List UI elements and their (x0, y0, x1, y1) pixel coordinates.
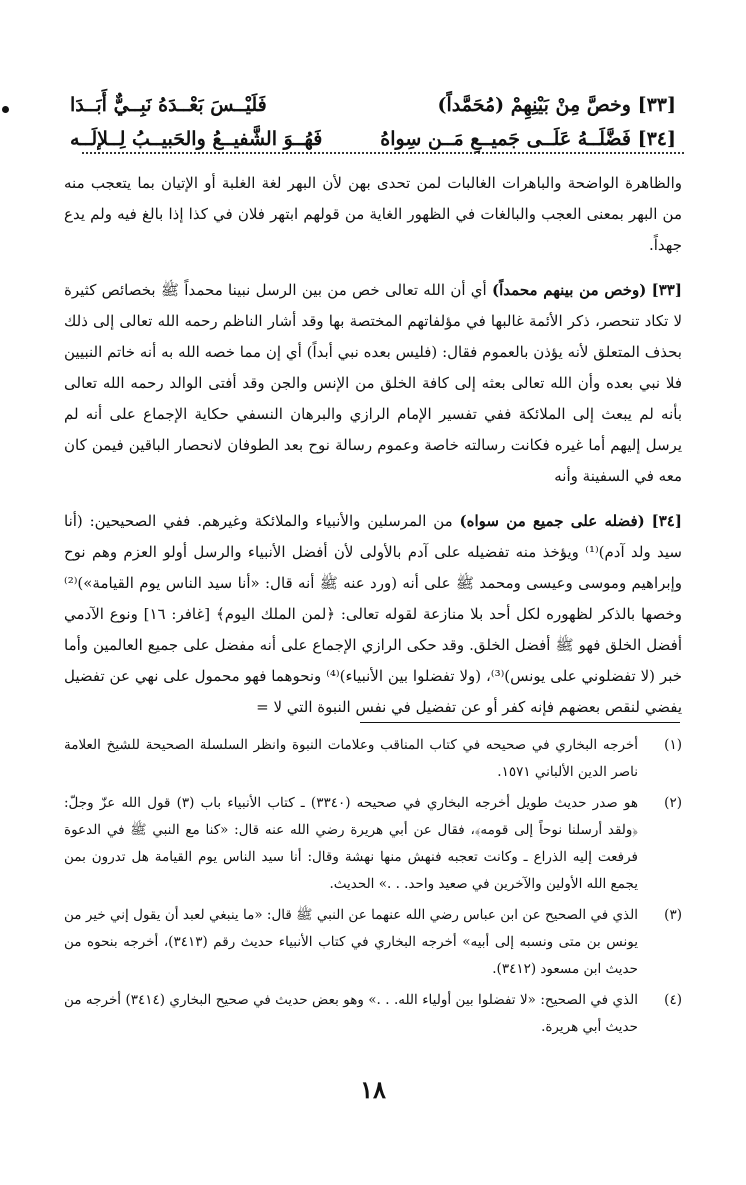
paragraph-text: من المرسلين والأنبياء والملائكة وغيرهم. ففي الصحيحين: (أنا سيد ولد آدم)⁽¹⁾ ويؤخذ منه تفضيله على آدم بالأولى لأن أفضل الأنبياء والرسل أولو العزم وهم نوح وإبراهيم وموسى وعيسى ومحمد ﷺ على أنه (ورد عنه ﷺ أنه قال: «أنا سيد الناس يوم القيامة»)⁽²⁾ وخصها بالذكر لظهوره لكل أحد بلا منازعة لقوله تعالى: ﴿لمن الملك اليوم﴾ [غافر: ١٦] ونوع الآدمي أفضل الخلق فهو ﷺ أفضل الخلق. وقد حكى الرازي الإجماع على أنه مفضل على جميع العالمين وأما خبر (لا تفضلوني على يونس)⁽³⁾، (ولا تفضلوا بين الأنبياء)⁽⁴⁾ ونحوهما فهو محمول على نهي عن تفضيل يفضي لنقص بعضهم فإنه كفر أو عن تفضيل في نفس النبوة التي لا = (64, 512, 683, 716)
verse-34-first-hemistich: [٣٤] فَضَّلَــهُ عَلَــى جَميــعِ مَــن سِواهُ (380, 128, 676, 150)
verse-33-first-hemistich: [٣٣] وخصَّ مِنْ بَيْنِهِمْ (مُحَمَّداً) (437, 94, 676, 116)
page-number: ١٨ (360, 1075, 386, 1104)
poem-verses (70, 88, 676, 156)
footnote-number: (٢) (664, 795, 682, 811)
margin-bullet (2, 106, 9, 113)
footnote-number: (١) (664, 737, 682, 753)
footnote-number: (٤) (664, 992, 682, 1008)
footnote-text: الذي في الصحيح عن ابن عباس رضي الله عنهما عن النبي ﷺ قال: «ما ينبغي لعبد أن يقول إني خير من يونس بن متى ونسبه إلى أبيه» أخرجه البخاري في كتاب الأنبياء حديث رقم (٣٤١٣)، أخرجه بنحوه من حديث ابن مسعود (٣٤١٢). (64, 907, 638, 977)
footnote-rule (360, 722, 680, 723)
footnote-text: الذي في الصحيح: «لا تفضلوا بين أولياء الله. . .» وهو بعض حديث في صحيح البخاري (٣٤١٤) أخرجه من حديث أبي هريرة. (64, 992, 638, 1035)
paragraph-verse-33 (64, 275, 682, 492)
verse-33 (70, 88, 676, 122)
footnote-3 (64, 902, 682, 983)
footnote-number: (٣) (664, 907, 682, 923)
dotted-separator (82, 152, 684, 154)
verse-quote: (وخص من بينهم محمداً) (492, 281, 647, 299)
verse-number: [٣٤] (651, 512, 682, 530)
verse-33-second-hemistich: فَلَيْــسَ بَعْــدَهُ نَبِــيٌّ أَبَــدَا (70, 94, 267, 116)
footnote-4 (64, 987, 682, 1041)
paragraph-verse-34 (64, 506, 682, 723)
footnote-2 (64, 790, 682, 898)
verse-34 (70, 122, 676, 156)
verse-number: [٣٣] (651, 281, 682, 299)
verse-quote: (فضله على جميع من سواه) (459, 512, 645, 530)
paragraph-text: أي أن الله تعالى خص من بين الرسل نبينا محمداً ﷺ بخصائص كثيرة لا تكاد تنحصر، ذكر الأئمة غالبها في مؤلفاتهم المختصة بها وقد أشار الناظم رحمه الله تعالى إلى ذلك بحذف المتعلق لأنه يؤذن بالعموم فقال: (فليس بعده نبي أبداً) أي إن مما خصه الله به أنه خاتم النبيين فلا نبي بعده وأن الله تعالى بعثه إلى كافة الخلق من الإنس والجن وقد أفتى الوالد رحمه الله تعالى بأنه لم يبعث إلى الملائكة ففي تفسير الإمام الرازي والبرهان النسفي حكاية الإجماع على أنه لم يرسل إليهم أما غيره فكانت رسالته خاصة وعموم رسالة نوح بعد الطوفان لانحصار الباقين فيمن كان معه في السفينة وأنه (64, 281, 682, 485)
footnote-text: أخرجه البخاري في صحيحه في كتاب المناقب وعلامات النبوة وانظر السلسلة الصحيحة للشيخ العلامة ناصر الدين الألباني ١٥٧١. (64, 737, 638, 780)
paragraph-continuation (64, 168, 682, 261)
verse-34-second-hemistich: فَهُــوَ الشَّفيــعُ والحَبيــبُ لِــلإلَــه (70, 128, 323, 150)
footnote-1 (64, 732, 682, 786)
paragraph-text: والظاهرة الواضحة والباهرات الغالبات لمن تحدى بهن لأن البهر لغة الغلبة أو الإتيان بما يتعجب منه من البهر بمعنى العجب والبالغات في الظهور الغاية من قولهم ابتهر فلان في كذا إذا بالغ فيه ولم يدع جهداً. (64, 174, 682, 254)
footnotes (64, 732, 682, 1045)
footnote-text: هو صدر حديث طويل أخرجه البخاري في صحيحه (٣٣٤٠) ـ كتاب الأنبياء باب (٣) قول الله عزّ وجلّ: ﴿ولقد أرسلنا نوحاً إلى قومه﴾، فقال عن أبي هريرة رضي الله عنه قال: «كنا مع النبي ﷺ في الدعوة فرفعت إليه الذراع ـ وكانت تعجبه فنهش منها نهشة وقال: أنا سيد الناس يوم القيامة هل تدرون بمن يجمع الله الأولين والآخرين في صعيد واحد. . .» الحديث. (64, 795, 639, 892)
commentary-body (64, 168, 682, 723)
